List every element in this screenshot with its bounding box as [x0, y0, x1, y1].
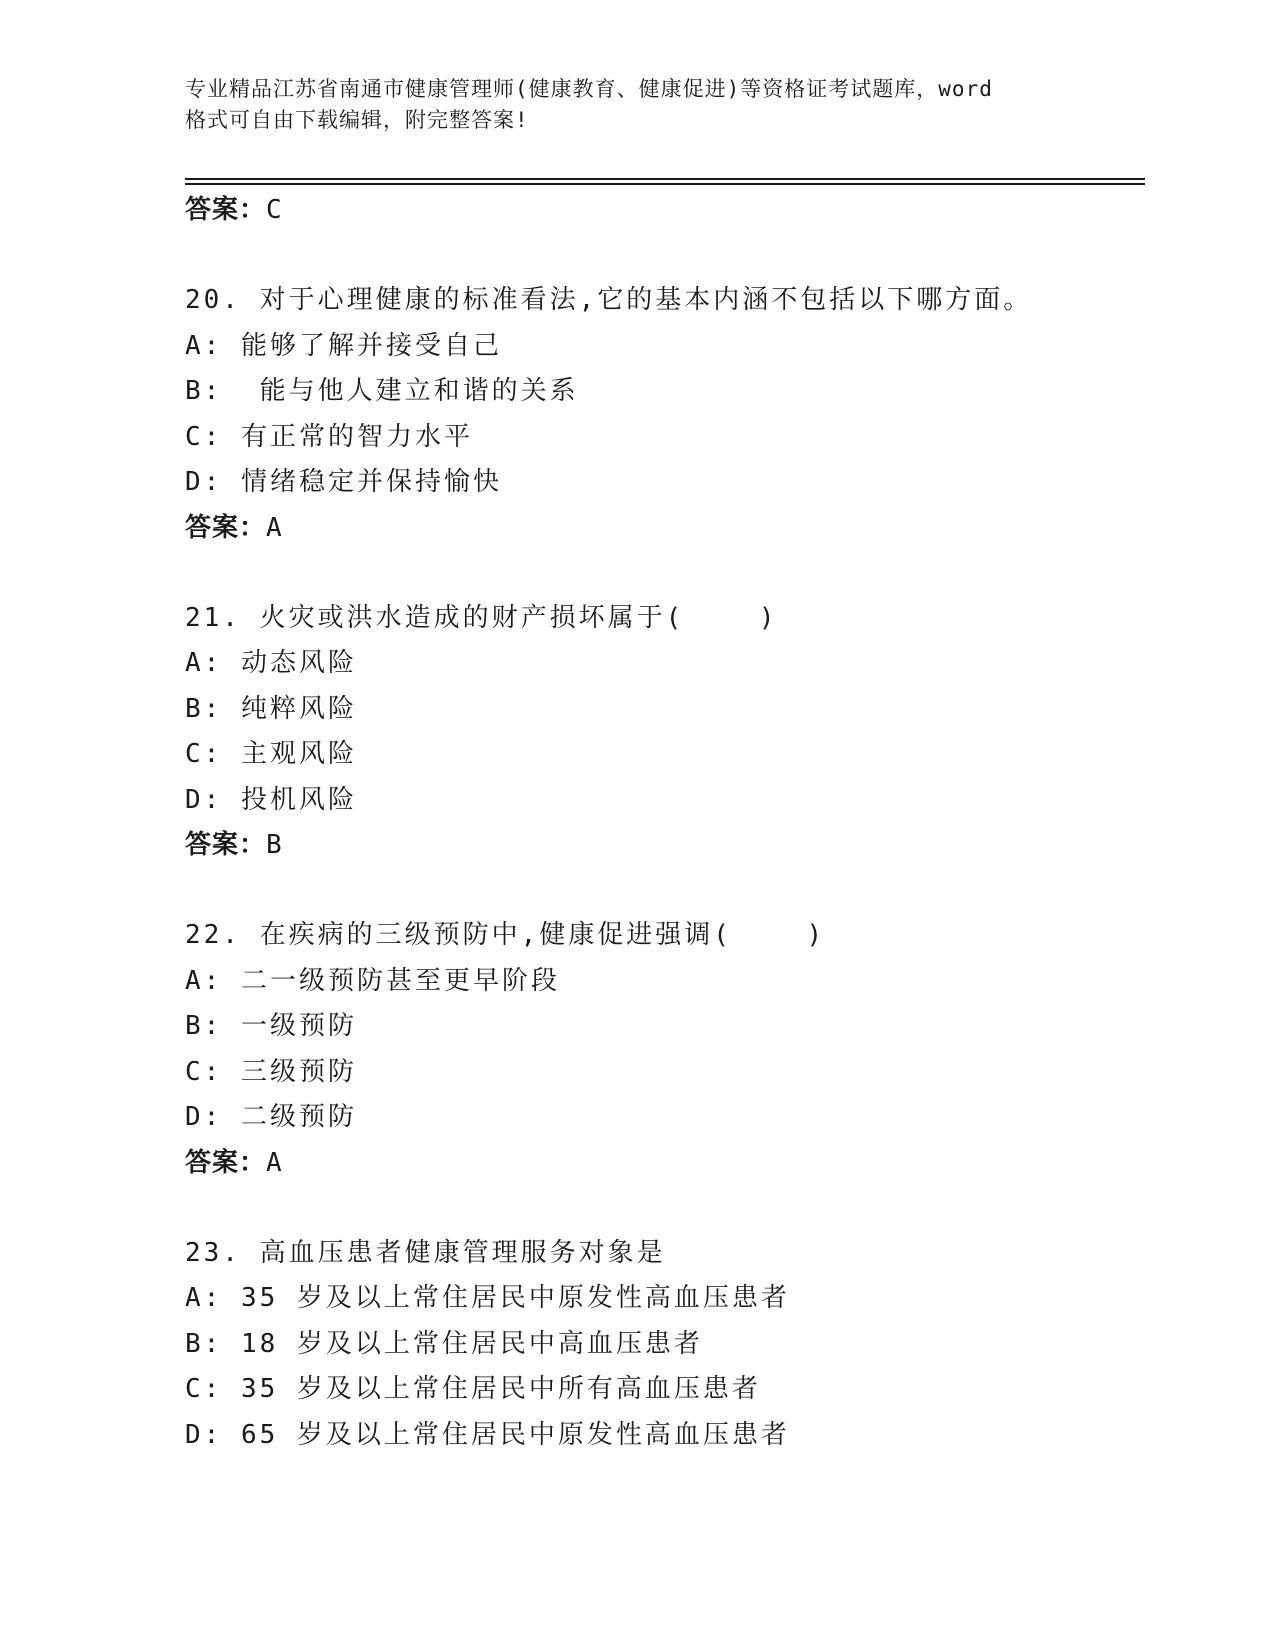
question-text: 对于心理健康的标准看法,它的基本内涵不包括以下哪方面。 [259, 285, 1033, 315]
option-text: 有正常的智力水平 [240, 421, 473, 452]
option-text: 65 岁及以上常住居民中原发性高血压患者 [240, 1419, 790, 1450]
answer-value: B [266, 830, 283, 860]
option-key: B: [185, 376, 223, 406]
answer-label: 答案： [185, 195, 267, 225]
option-text: 35 岁及以上常住居民中原发性高血压患者 [240, 1283, 790, 1313]
option-key: A: [185, 648, 223, 678]
option-key: C: [185, 739, 223, 769]
option-key: D: [185, 467, 223, 497]
answer-label: 答案： [185, 1147, 267, 1178]
answer-22 [185, 1141, 1145, 1186]
option-text: 能与他人建立和谐的关系 [240, 376, 579, 406]
option-text: 18 岁及以上常住居民中高血压患者 [240, 1328, 703, 1359]
option-key: C: [185, 1056, 223, 1087]
option-text: 主观风险 [240, 739, 357, 769]
question-number: 23. [185, 1237, 241, 1268]
header-line-1: 专业精品江苏省南通市健康管理师(健康教育、健康促进)等资格证考试题库，word [185, 77, 993, 101]
option-text: 动态风险 [240, 648, 357, 678]
option-text: 一级预防 [240, 1011, 357, 1041]
question-text: 在疾病的三级预防中,健康促进强调( ) [259, 920, 826, 950]
option-c [185, 415, 1145, 461]
answer-label: 答案： [185, 512, 267, 543]
question-number: 22. [185, 920, 241, 950]
question-list [185, 188, 1145, 1458]
option-a [185, 1276, 1145, 1322]
option-d [185, 1095, 1145, 1141]
answer-label: 答案： [185, 830, 267, 860]
option-text: 三级预防 [240, 1056, 357, 1087]
question-number: 21. [185, 602, 241, 633]
option-key: A: [185, 330, 223, 361]
answer-19 [185, 188, 1145, 233]
answer-value: A [266, 512, 283, 543]
question-number: 20. [185, 285, 241, 315]
option-key: D: [185, 1102, 223, 1132]
document-header [185, 74, 1085, 136]
option-key: C: [185, 421, 223, 452]
option-text: 35 岁及以上常住居民中所有高血压患者 [240, 1374, 761, 1404]
option-key: A: [185, 1283, 223, 1313]
option-key: D: [185, 784, 223, 815]
option-c [185, 732, 1145, 778]
question-text: 高血压患者健康管理服务对象是 [259, 1237, 666, 1268]
option-d [185, 1413, 1145, 1459]
option-key: A: [185, 965, 223, 996]
question-stem [185, 596, 1145, 642]
answer-20 [185, 506, 1145, 551]
answer-value: A [266, 1147, 283, 1178]
question-stem [185, 1231, 1145, 1277]
option-text: 能够了解并接受自己 [240, 330, 502, 361]
option-c [185, 1367, 1145, 1413]
option-a [185, 641, 1145, 687]
option-text: 二一级预防甚至更早阶段 [240, 965, 560, 996]
option-a [185, 959, 1145, 1005]
header-line-2: 格式可自由下载编辑，附完整答案! [185, 108, 529, 132]
option-a [185, 324, 1145, 370]
option-key: C: [185, 1374, 223, 1404]
option-text: 情绪稳定并保持愉快 [240, 467, 502, 497]
option-text: 投机风险 [240, 784, 357, 815]
option-b [185, 1004, 1145, 1050]
option-d [185, 778, 1145, 824]
question-stem [185, 913, 1145, 959]
option-key: B: [185, 693, 223, 724]
question-stem [185, 278, 1145, 324]
option-text: 二级预防 [240, 1102, 357, 1132]
answer-value: C [266, 195, 283, 225]
option-b [185, 369, 1145, 415]
answer-21 [185, 823, 1145, 868]
option-c [185, 1050, 1145, 1096]
option-key: B: [185, 1011, 223, 1041]
option-d [185, 460, 1145, 506]
option-key: D: [185, 1419, 223, 1450]
header-divider-bottom [185, 183, 1145, 185]
header-divider-top [185, 178, 1145, 180]
option-b [185, 1322, 1145, 1368]
option-key: B: [185, 1328, 223, 1359]
option-text: 纯粹风险 [240, 693, 357, 724]
question-text: 火灾或洪水造成的财产损坏属于( ) [259, 602, 778, 633]
option-b [185, 687, 1145, 733]
